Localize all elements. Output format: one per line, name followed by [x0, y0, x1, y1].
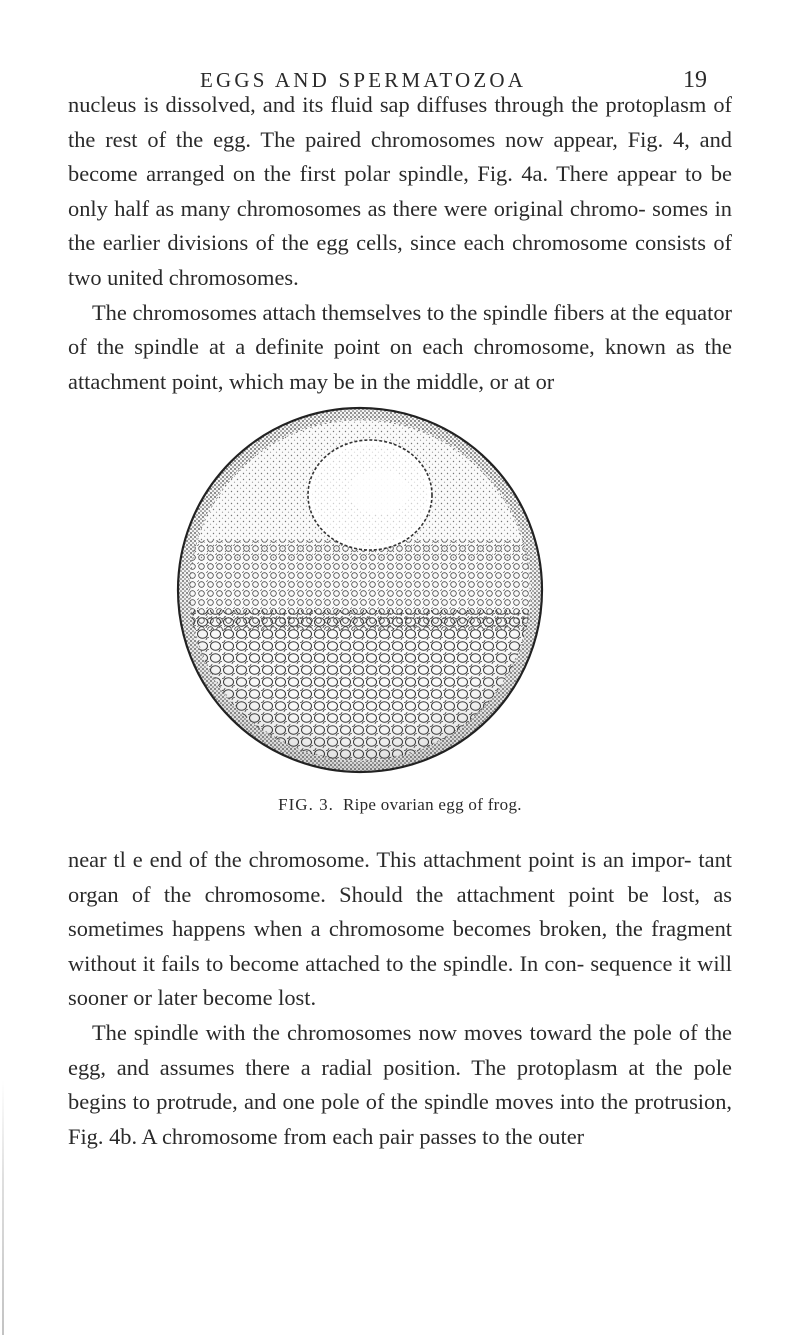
paragraph: nucleus is dissolved, and its fluid sap diffuses through the protoplasm of the rest of the egg. The paired chromosomes now appear, Fig. 4, and become arranged on the first polar spindle, Fig. 4a. There appear to be only half as many chromosomes as there were original chromo- somes in the earlier divisions of the egg cells, since each chromosome consists of two united chromosomes. [68, 92, 732, 290]
paragraph: The spindle with the chromosomes now moves toward the pole of the egg, and assumes there a radial position. The protoplasm at the pole begins to protrude, and one pole of the spindle moves into the protrusion, Fig. 4b. A chromosome from each pair passes to the outer [68, 1019, 732, 1149]
page-number: 19 [683, 67, 707, 93]
paragraph: The chromosomes attach themselves to the spindle fibers at the equator of the spindle at a definite point on each chromosome, known as the attachment point, which may be in the middle, or at or [68, 299, 732, 394]
scan-edge-shadow [2, 1080, 4, 1335]
figure-label: FIG. 3. [278, 795, 334, 814]
paragraph: near tl e end of the chromosome. This attachment point is an impor- tant organ of the chromosome. Should the attachment point be lost, as sometimes happens when a chromosome becomes broken, the fragment without it fails to become attached to the spindle. In con- sequence it will sooner or later become lost. [68, 847, 732, 1011]
body-text-bottom [68, 843, 732, 1154]
running-title: EGGS AND SPERMATOZOA [200, 68, 527, 92]
figure-caption [0, 795, 800, 815]
figure-caption-text: Ripe ovarian egg of frog. [342, 795, 522, 814]
body-text-top [68, 88, 732, 399]
frog-egg-illustration [170, 400, 550, 785]
egg-drawing [170, 400, 550, 785]
